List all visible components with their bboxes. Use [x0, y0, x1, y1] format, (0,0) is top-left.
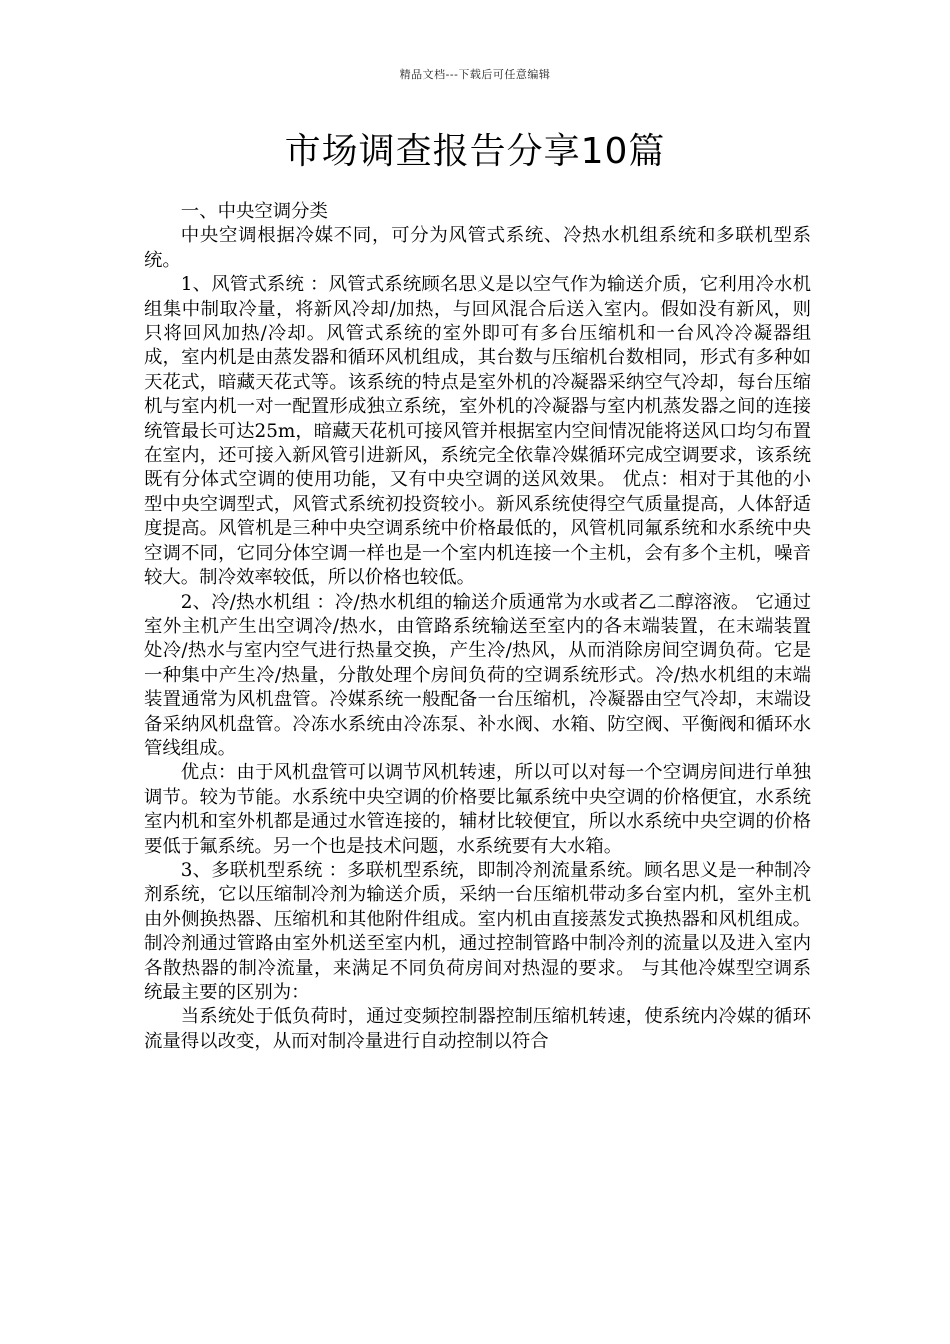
paragraph-water-advantages: 优点：由于风机盘管可以调节风机转速，所以可以对每一个空调房间进行单独调节。较为节能。水系统中央空调的价格要比氟系统中央空调的价格便宜，水系统室内机和室外机都是通过水管连接的，辅材比较便宜，所以水系统中央空调的价格要低于氟系统。另一个也是技术问题，水系统要有大水箱。: [144, 762, 811, 857]
header-note: 精品文档---下载后可任意编辑: [399, 68, 551, 81]
section-heading-classification: 一、中央空调分类: [180, 201, 328, 222]
paragraph-low-load: 当系统处于低负荷时，通过变频控制器控制压缩机转速，使系统内冷媒的循环流量得以改变，从而对制冷量进行自动控制以符合: [144, 1006, 811, 1052]
paragraph-intro: 中央空调根据冷媒不同，可分为风管式系统、冷热水机组系统和多联机型系统。: [144, 225, 811, 271]
document-body: [144, 200, 811, 1054]
document-title: 市场调查报告分享10篇: [284, 131, 666, 172]
paragraph-water-chiller: 2、冷/热水机组 ：冷/热水机组的输送介质通常为水或者乙二醇溶液。 它通过室外主机产生出空调冷/热水，由管路系统输送至室内的各末端装置，在末端装置处冷/热水与室内空气进行热量交换，产生冷/热风，从而消除房间空调负荷。它是一种集中产生冷/热量，分散处理个房间负荷的空调系统形式。冷/热水机组的末端装置通常为风机盘管。冷媒系统一般配备一台压缩机，冷凝器由空气冷却，末端设备采纳风机盘管。冷冻水系统由冷冻泵、补水阀、水箱、防空阀、平衡阀和循环水管线组成。: [144, 591, 811, 759]
paragraph-multi-split: 3、多联机型系统 ：多联机型系统，即制冷剂流量系统。顾名思义是一种制冷剂系统，它以压缩制冷剂为输送介质，采纳一台压缩机带动多台室内机，室外主机由外侧换热器、压缩机和其他附件组成。室内机由直接蒸发式换热器和风机组成。制冷剂通过管路由室外机送至室内机，通过控制管路中制冷剂的流量以及进入室内各散热器的制冷流量，来满足不同负荷房间对热湿的要求。 与其他冷媒型空调系统最主要的区别为：: [144, 859, 811, 1003]
paragraph-duct-system: 1、风管式系统 ：风管式系统顾名思义是以空气作为输送介质，它利用冷水机组集中制取冷量，将新风冷却/加热，与回风混合后送入室内。假如没有新风，则只将回风加热/冷却。风管式系统的室外即可有多台压缩机和一台风冷冷凝器组成，室内机是由蒸发器和循环风机组成，其台数与压缩机台数相同，形式有多种如天花式，暗藏天花式等。该系统的特点是室外机的冷凝器采纳空气冷却，每台压缩机与室内机一对一配置形成独立系统，室外机的冷凝器与室内机蒸发器之间的连接统管最长可达25m，暗藏天花机可接风管并根据室内空间情况能将送风口均匀布置在室内，还可接入新风管引进新风，系统完全依靠冷媒循环完成空调要求，该系统既有分体式空调的使用功能，又有中央空调的送风效果。 优点：相对于其他的小型中央空调型式，风管式系统初投资较小。新风系统使得空气质量提高，人体舒适度提高。风管机是三种中央空调系统中价格最低的，风管机同氟系统和水系统中央空调不同，它同分体空调一样也是一个室内机连接一个主机，会有多个主机，噪音较大。制冷效率较低，所以价格也较低。: [144, 274, 811, 589]
